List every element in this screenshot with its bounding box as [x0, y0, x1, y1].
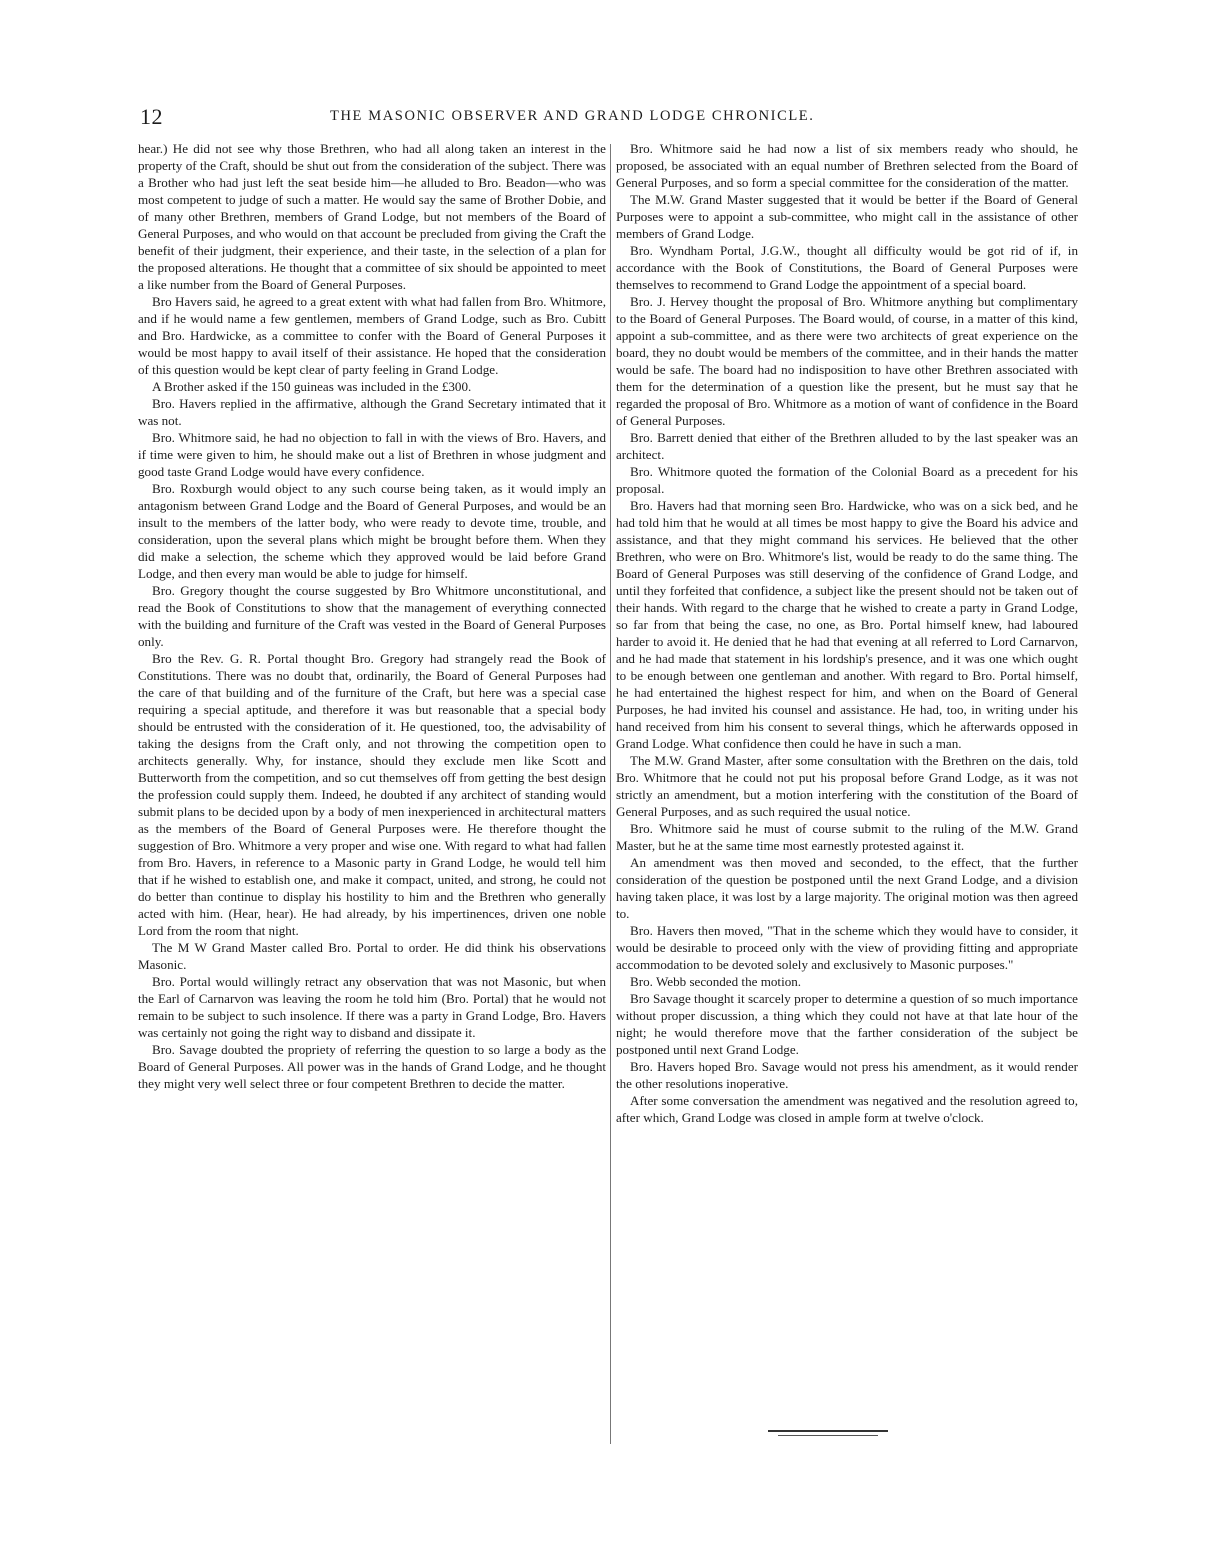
- paragraph: Bro. Havers replied in the affirmative, although the Grand Secretary intimated that it was not.: [138, 396, 606, 428]
- paragraph: Bro. Havers hoped Bro. Savage would not press his amendment, as it would render the other resolutions inoperative.: [616, 1059, 1078, 1091]
- paragraph: Bro. Havers had that morning seen Bro. Hardwicke, who was on a sick bed, and he had told him that he would at all times be most happy to give the Board his advice and assistance, and that they might command his services. He believed that the other Brethren, who were on Bro. Whitmore's list, would be ready to do the same thing. The Board of General Purposes was still deserving of the confidence of Grand Lodge, and until they forfeited that confidence, a subject like the present should not be taken out of their hands. With regard to the charge that he wished to create a party in Grand Lodge, so far from that being the case, no one, as Bro. Portal himself knew, had laboured harder to avoid it. He denied that he had that evening at all referred to Lord Carnarvon, and he had made that statement in his lordship's presence, and it was one which ought to be enough between one gentleman and another. With regard to Bro. Portal himself, he had entertained the highest respect for him, and when on the Board of General Purposes, he had invited his counsel and assistance. He had, too, in writing under his hand received from him his consent to several things, which he afterwards opposed in Grand Lodge. What confidence then could he have in such a man.: [616, 498, 1078, 751]
- paragraph: The M.W. Grand Master, after some consultation with the Brethren on the dais, told Bro. Whitmore that he could not put his proposal before Grand Lodge, as it was not strictly an amendment, but a motion interfering with the constitution of the Board of General Purposes, and as such required the usual notice.: [616, 753, 1078, 819]
- left-column: [138, 140, 606, 1450]
- paragraph: An amendment was then moved and seconded, to the effect, that the further consideration of the question be postponed until the next Grand Lodge, and a division having taken place, it was lost by a large majority. The original motion was then agreed to.: [616, 855, 1078, 921]
- end-of-article-rule: [768, 1430, 888, 1432]
- paragraph: Bro. Whitmore said he must of course submit to the ruling of the M.W. Grand Master, but he at the same time most earnestly protested against it.: [616, 821, 1078, 853]
- paragraph: The M.W. Grand Master suggested that it would be better if the Board of General Purposes were to appoint a sub-committee, who might call in the assistance of other members of Grand Lodge.: [616, 192, 1078, 241]
- paragraph: Bro. Roxburgh would object to any such course being taken, as it would imply an antagonism between Grand Lodge and the Board of General Purposes, and would be an insult to the members of the latter body, who were ready to devote time, trouble, and consideration, upon the several plans which might be brought before them. When they did make a selection, the scheme which they approved would be laid before Grand Lodge, and then every man would be able to judge for himself.: [138, 481, 606, 581]
- paragraph: Bro. Savage doubted the propriety of referring the question to so large a body as the Board of General Purposes. All power was in the hands of Grand Lodge, and he thought they might very well select three or four competent Brethren to decide the matter.: [138, 1042, 606, 1091]
- paragraph: Bro. Whitmore quoted the formation of the Colonial Board as a precedent for his proposal.: [616, 464, 1078, 496]
- paragraph: hear.) He did not see why those Brethren, who had all along taken an interest in the property of the Craft, should be shut out from the consideration of the subject. There was a Brother who had just left the seat beside him—he alluded to Bro. Beadon—who was most competent to judge of such a matter. He would say the same of Brother Dobie, and of many other Brethren, members of Grand Lodge, but not members of the Board of General Purposes, and who would on that account be precluded from giving the Craft the benefit of their judgment, their experience, and their taste, in the selection of a plan for the proposed alterations. He thought that a committee of six should be appointed to meet a like number from the Board of General Purposes.: [138, 141, 606, 292]
- right-column: [616, 140, 1078, 1430]
- paragraph: A Brother asked if the 150 guineas was included in the £300.: [152, 379, 472, 394]
- paragraph: Bro. J. Hervey thought the proposal of Bro. Whitmore anything but complimentary to the Board of General Purposes. The Board would, of course, in a matter of this kind, appoint a sub-committee, and as there were two architects of great experience on the board, they no doubt would be members of the committee, and in their hands the matter would be safe. The board had no indisposition to have other Brethren associated with them for the determination of a question like the present, but he must say that he regarded the proposal of Bro. Whitmore as a motion of want of confidence in the Board of General Purposes.: [616, 294, 1078, 428]
- paragraph: Bro the Rev. G. R. Portal thought Bro. Gregory had strangely read the Book of Constitutions. There was no doubt that, ordinarily, the Board of General Purposes had the care of that building and of the furniture of the Craft, but here was a special case requiring a special aptitude, and therefore it was but reasonable that a special body should be entrusted with the consideration of it. He questioned, too, the advisability of taking the designs from the Craft only, and not throwing the competition open to architects generally. Why, for instance, should they exclude men like Scott and Butterworth from the competition, and so cut themselves off from getting the best design the profession could supply them. Indeed, he doubted if any architect of standing would submit plans to be decided upon by a body of men inexperienced in architectural matters as the members of the Board of General Purposes were. He therefore thought the suggestion of Bro. Whitmore a very proper and wise one. With regard to what had fallen from Bro. Havers, in reference to a Masonic party in Grand Lodge, he would tell him that if he wished to establish one, and make it compact, united, and strong, he could not do better than continue to display his hostility to him and the Brethren who generally acted with him. (Hear, hear). He had already, by his impertinences, driven one noble Lord from the room that night.: [138, 651, 606, 938]
- running-title: THE MASONIC OBSERVER AND GRAND LODGE CHRONICLE.: [330, 108, 815, 124]
- paragraph: Bro Havers said, he agreed to a great extent with what had fallen from Bro. Whitmore, and if he would name a few gentlemen, members of Grand Lodge, such as Bro. Cubitt and Bro. Hardwicke, as a committee to confer with the Board of General Purposes it would be most happy to avail itself of their assistance. He hoped that the consideration of this question would be kept clear of party feeling in Grand Lodge.: [138, 294, 606, 377]
- paragraph: After some conversation the amendment was negatived and the resolution agreed to, after which, Grand Lodge was closed in ample form at twelve o'clock.: [616, 1093, 1078, 1125]
- paragraph: Bro. Gregory thought the course suggested by Bro Whitmore unconstitutional, and read the Book of Constitutions to show that the management of everything connected with the building and furniture of the Craft was vested in the Board of General Purposes only.: [138, 583, 606, 649]
- paragraph: Bro. Whitmore said he had now a list of six members ready who should, he proposed, be associated with an equal number of Brethren selected from the Board of General Purposes, and so form a special committee for the consideration of the matter.: [616, 141, 1078, 190]
- paragraph: Bro. Wyndham Portal, J.G.W., thought all difficulty would be got rid of if, in accordance with the Book of Constitutions, the Board of General Purposes were themselves to recommend to Grand Lodge the appointment of a special board.: [616, 243, 1078, 292]
- paragraph: Bro. Barrett denied that either of the Brethren alluded to by the last speaker was an architect.: [616, 430, 1078, 462]
- paragraph: Bro. Webb seconded the motion.: [630, 974, 802, 989]
- page-number: 12: [140, 104, 163, 129]
- paragraph: The M W Grand Master called Bro. Portal to order. He did think his observations Masonic.: [138, 940, 606, 972]
- paragraph: Bro. Havers then moved, "That in the scheme which they would have to consider, it would be desirable to proceed only with the view of providing fitting and appropriate accommodation to be devoted solely and exclusively to Masonic purposes.": [616, 923, 1078, 972]
- paragraph: Bro Savage thought it scarcely proper to determine a question of so much importance without proper discussion, a thing which they could not have at that late hour of the night; he would therefore move that the farther consideration of the subject be postponed until next Grand Lodge.: [616, 991, 1078, 1057]
- column-divider: [610, 144, 611, 1444]
- paragraph: Bro. Portal would willingly retract any observation that was not Masonic, but when the Earl of Carnarvon was leaving the room he told him (Bro. Portal) that he would not remain to be subject to such insolence. If there was a party in Grand Lodge, Bro. Havers was certainly not going the right way to disband and dissipate it.: [138, 974, 606, 1040]
- paragraph: Bro. Whitmore said, he had no objection to fall in with the views of Bro. Havers, and if time were given to him, he should make out a list of Brethren in whose judgment and good taste Grand Lodge would have every confidence.: [138, 430, 606, 479]
